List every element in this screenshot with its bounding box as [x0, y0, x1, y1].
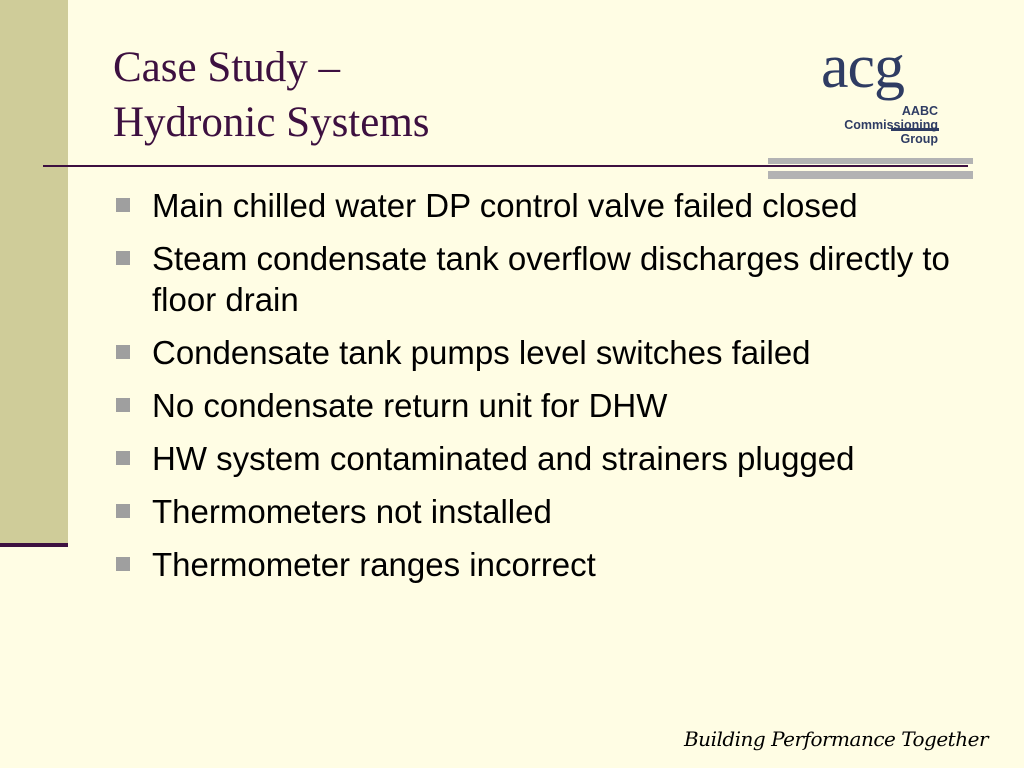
- bullet-list: [113, 185, 1003, 597]
- bullet-item: [113, 385, 1003, 426]
- square-bullet-icon: [116, 345, 130, 359]
- bullet-item: [113, 491, 1003, 532]
- logo-subtitle-line-1: AABC: [901, 104, 938, 118]
- bullet-item: [113, 238, 1003, 320]
- logo-subtitle-line-2: Commissioning: [844, 118, 938, 132]
- slide-title-line-1: Case Study –: [113, 44, 340, 91]
- bullet-item: [113, 185, 1003, 226]
- bullet-text: No condensate return unit for DHW: [152, 387, 668, 424]
- bullet-item: [113, 544, 1003, 585]
- footer-tagline: Building Performance Together: [683, 727, 988, 751]
- bullet-text: Thermometer ranges incorrect: [152, 546, 596, 583]
- title-divider: [43, 165, 968, 167]
- bullet-item: [113, 438, 1003, 479]
- square-bullet-icon: [116, 398, 130, 412]
- bullet-text: Steam condensate tank overflow discharges directly to floor drain: [152, 240, 950, 318]
- logo-subtitle-line-3: Group: [900, 132, 938, 146]
- square-bullet-icon: [116, 251, 130, 265]
- square-bullet-icon: [116, 451, 130, 465]
- left-band-rule: [0, 543, 68, 547]
- square-bullet-icon: [116, 198, 130, 212]
- bullet-item: [113, 332, 1003, 373]
- acg-logo: [783, 33, 948, 156]
- logo-subtitle: [844, 104, 938, 146]
- left-decorative-band: [0, 0, 68, 543]
- bullet-text: HW system contaminated and strainers plugged: [152, 440, 855, 477]
- bullet-text: Thermometers not installed: [152, 493, 552, 530]
- slide-title-line-2: Hydronic Systems: [113, 99, 430, 146]
- logo-wordmark: acg: [821, 33, 905, 101]
- slide-title: [113, 40, 430, 150]
- logo-bar-top: [768, 158, 973, 164]
- logo-bar-bottom: [768, 171, 973, 179]
- bullet-text: Main chilled water DP control valve failed closed: [152, 187, 858, 224]
- square-bullet-icon: [116, 557, 130, 571]
- bullet-text: Condensate tank pumps level switches failed: [152, 334, 811, 371]
- square-bullet-icon: [116, 504, 130, 518]
